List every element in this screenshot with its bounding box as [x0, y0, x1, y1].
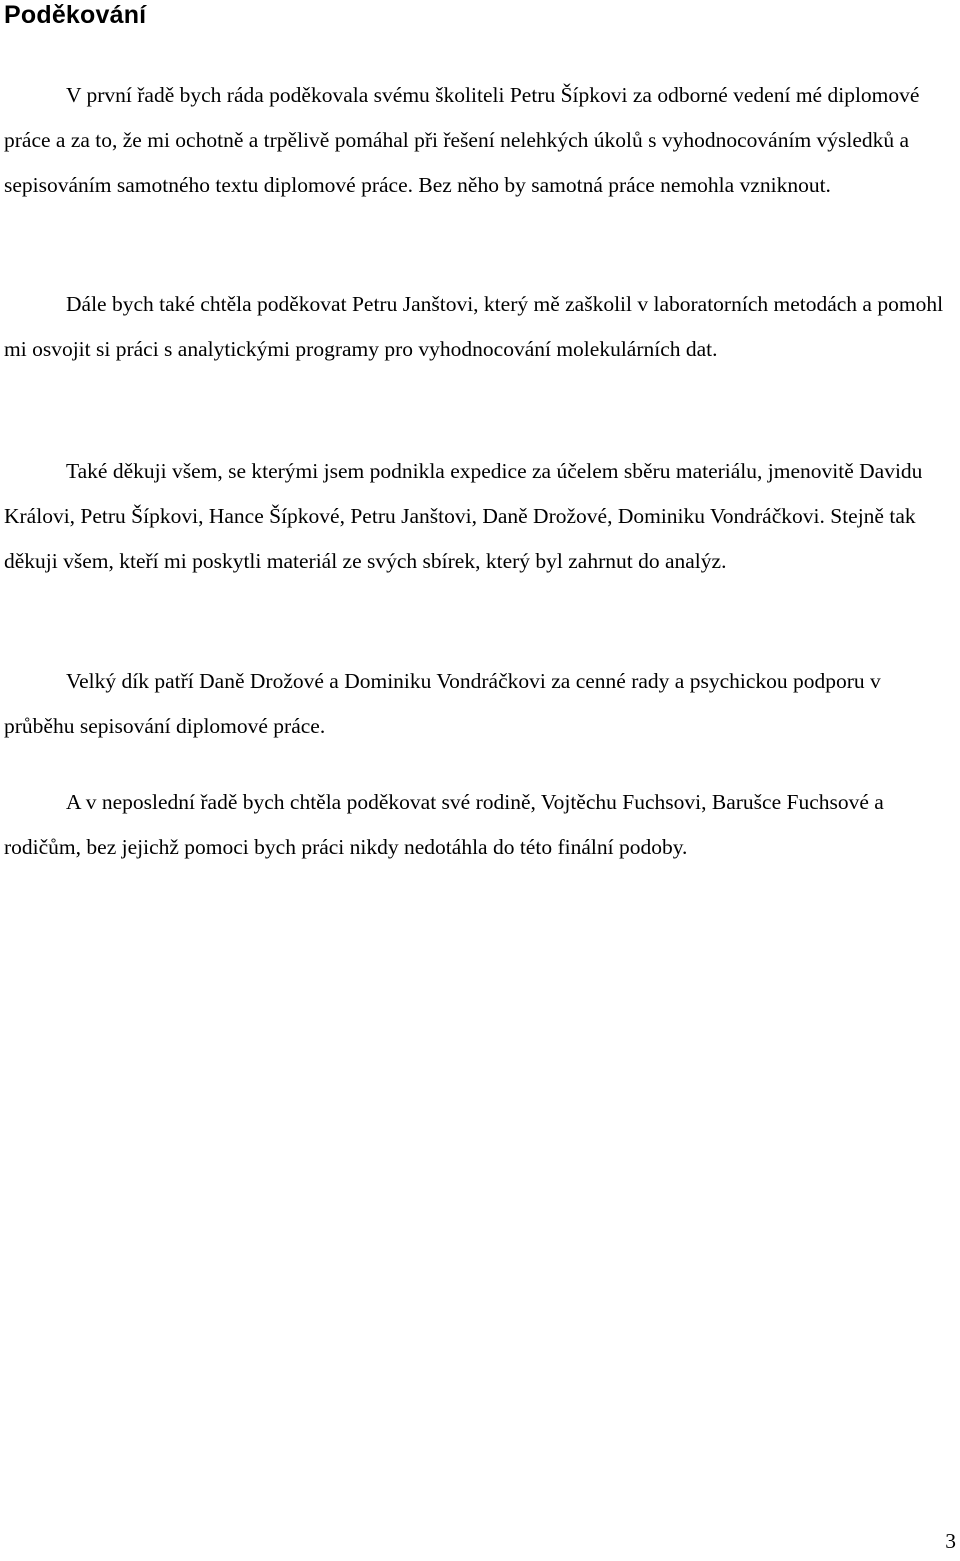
acknowledgement-paragraph-4: Velký dík patří Daně Drožové a Dominiku Vondráčkovi za cenné rady a psychickou podporu v průběhu sepisování diplomové práce.: [4, 669, 881, 738]
acknowledgement-paragraph-2: Dále bych také chtěla poděkovat Petru Janštovi, který mě zaškolil v laboratorních metodách a pomohl mi osvojit si práci s analytickými programy pro vyhodnocování molekulárních dat.: [4, 292, 944, 361]
acknowledgement-paragraph-1: V první řadě bych ráda poděkovala svému školiteli Petru Šípkovi za odborné vedení mé diplomové práce a za to, že mi ochotně a trpělivě pomáhal při řešení nelehkých úkolů s vyhodnocováním výsledků a sepisováním samotného textu diplomové práce. Bez něho by samotná práce nemohla vzniknout.: [4, 83, 920, 197]
page-number: 3: [945, 1529, 956, 1553]
page-title: Poděkování: [4, 1, 147, 29]
acknowledgement-paragraph-5: A v neposlední řadě bych chtěla poděkovat své rodině, Vojtěchu Fuchsovi, Barušce Fuchsové a rodičům, bez jejichž pomoci bych práci nikdy nedotáhla do této finální podoby.: [4, 790, 884, 859]
acknowledgement-paragraph-3: Také děkuji všem, se kterými jsem podnikla expedice za účelem sběru materiálu, jmenovitě Davidu Královi, Petru Šípkovi, Hance Šípkové, Petru Janštovi, Daně Drožové, Dominiku Vondráčkovi. Stejně tak děkuji všem, kteří mi poskytli materiál ze svých sbírek, který byl zahrnut do analýz.: [4, 459, 923, 573]
